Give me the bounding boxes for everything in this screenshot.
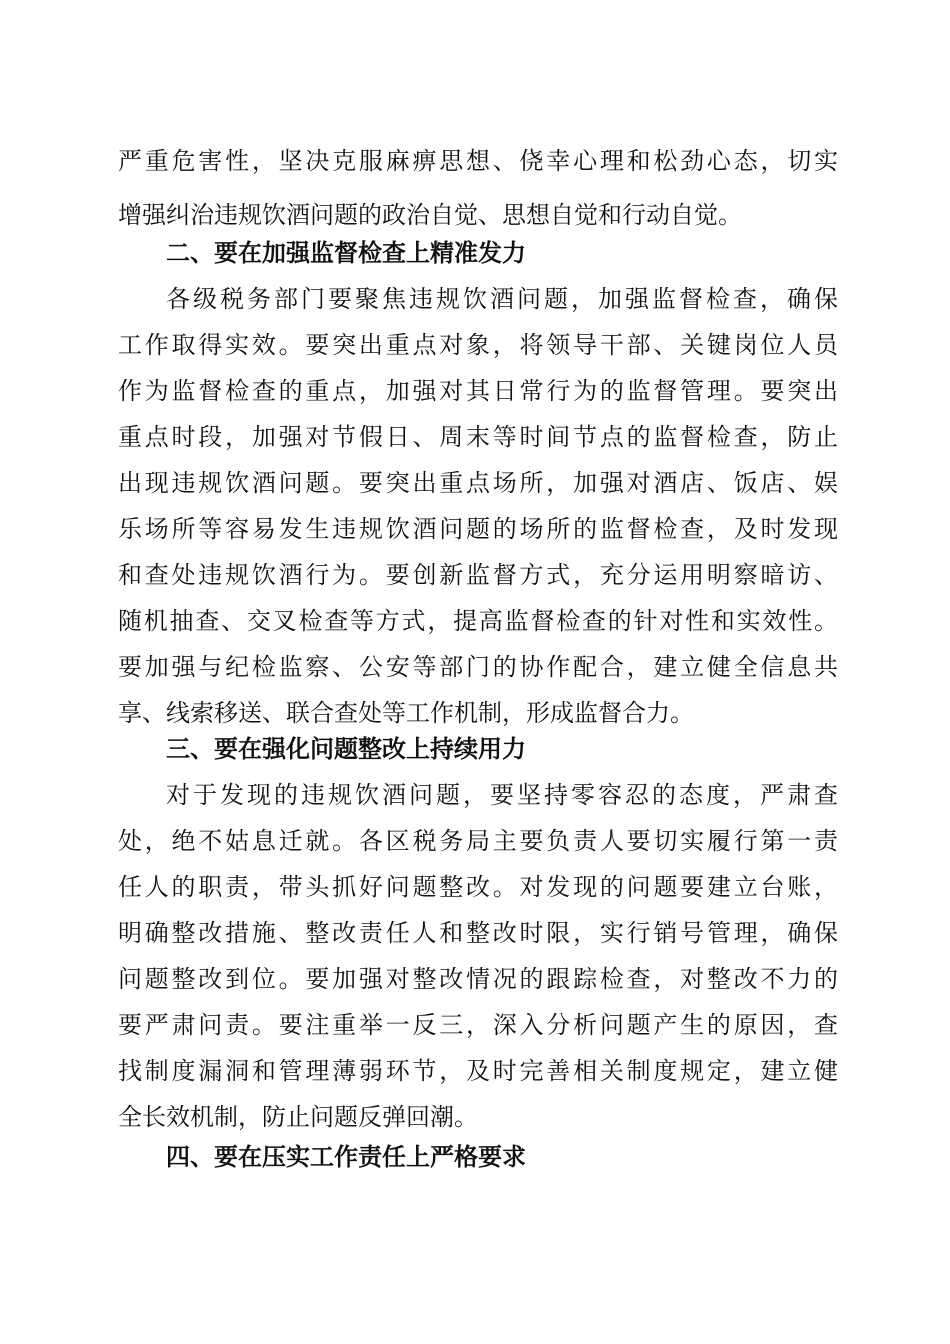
section-3-line-4: 明确整改措施、整改责任人和整改时限，实行销号管理，确保 bbox=[118, 919, 838, 947]
section-2-line-4: 重点时段，加强对节假日、周末等时间节点的监督检查，防止 bbox=[118, 423, 838, 451]
section-4-heading: 四、要在压实工作责任上严格要求 bbox=[166, 1143, 526, 1171]
section-2-line-7: 和查处违规饮酒行为。要创新监督方式，充分运用明察暗访、 bbox=[118, 561, 838, 589]
section-2-line-2: 工作取得实效。要突出重点对象，将领导干部、关键岗位人员 bbox=[118, 331, 838, 359]
section-2-line-10: 享、线索移送、联合查处等工作机制，形成监督合力。 bbox=[118, 699, 694, 727]
section-2-line-1: 各级税务部门要聚焦违规饮酒问题，加强监督检查，确保 bbox=[166, 285, 838, 313]
section-3-line-5: 问题整改到位。要加强对整改情况的跟踪检查，对整改不力的 bbox=[118, 965, 838, 993]
section-2-line-6: 乐场所等容易发生违规饮酒问题的场所的监督检查，及时发现 bbox=[118, 515, 838, 543]
section-3-line-3: 任人的职责，带头抓好问题整改。对发现的问题要建立台账， bbox=[118, 873, 838, 901]
section-2-line-9: 要加强与纪检监察、公安等部门的协作配合，建立健全信息共 bbox=[118, 653, 838, 681]
section-3-heading: 三、要在强化问题整改上持续用力 bbox=[166, 735, 526, 763]
intro-line-2: 增强纠治违规饮酒问题的政治自觉、思想自觉和行动自觉。 bbox=[118, 201, 742, 229]
section-2-line-8: 随机抽查、交叉检查等方式，提高监督检查的针对性和实效性。 bbox=[118, 607, 838, 635]
section-3-line-6: 要严肃问责。要注重举一反三，深入分析问题产生的原因，查 bbox=[118, 1011, 838, 1039]
section-2-line-5: 出现违规饮酒问题。要突出重点场所，加强对酒店、饭店、娱 bbox=[118, 469, 838, 497]
section-3-line-1: 对于发现的违规饮酒问题，要坚持零容忍的态度，严肃查 bbox=[166, 781, 838, 809]
section-2-heading: 二、要在加强监督检查上精准发力 bbox=[166, 239, 526, 267]
section-3-line-2: 处，绝不姑息迁就。各区税务局主要负责人要切实履行第一责 bbox=[118, 827, 838, 855]
section-3-line-7: 找制度漏洞和管理薄弱环节，及时完善相关制度规定，建立健 bbox=[118, 1057, 838, 1085]
intro-line-1: 严重危害性，坚决克服麻痹思想、侥幸心理和松劲心态，切实 bbox=[118, 147, 838, 175]
section-3-line-8: 全长效机制，防止问题反弹回潮。 bbox=[118, 1103, 478, 1131]
section-2-line-3: 作为监督检查的重点，加强对其日常行为的监督管理。要突出 bbox=[118, 377, 838, 405]
